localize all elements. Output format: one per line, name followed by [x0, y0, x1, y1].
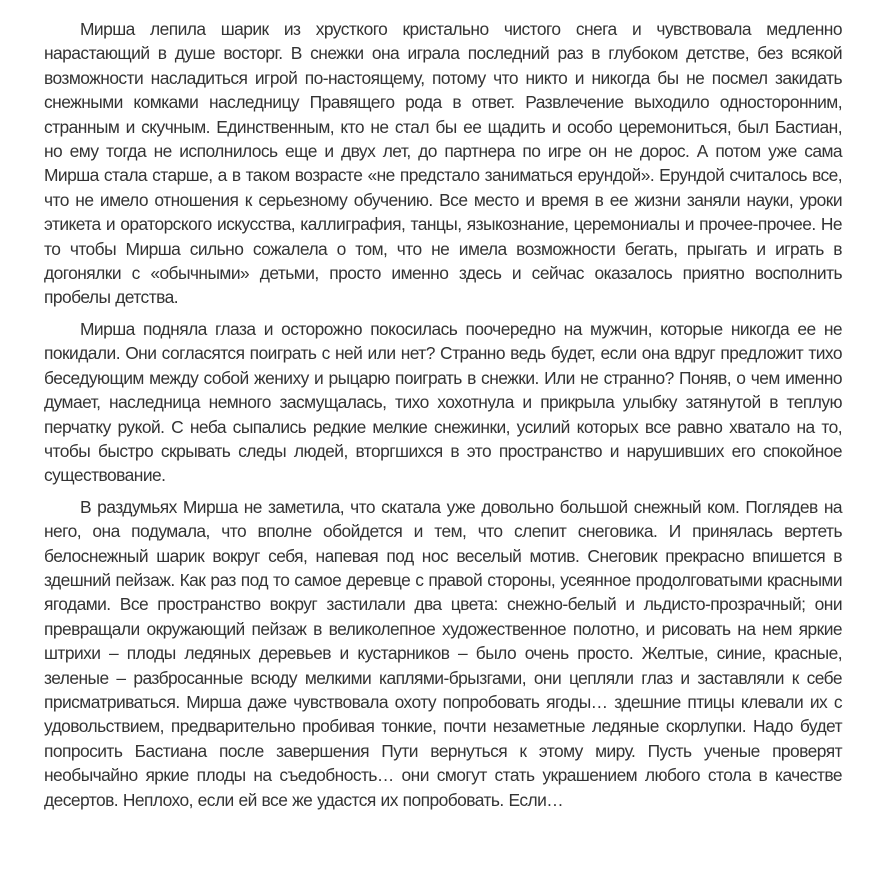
paragraph-1: Мирша лепила шарик из хрусткого кристально чистого снега и чувствовала медленно нарастающий в душе восторг. В снежки она играла последний раз в глубоком детстве, без всякой возможности насладиться игрой по-настоящему, потому что никто и никогда бы не посмел закидать снежными комками наследницу Правящего рода в ответ. Развлечение выходило односторонним, странным и скучным. Единственным, кто не стал бы ее щадить и особо церемониться, был Бастиан, но ему тогда не исполнилось еще и двух лет, до партнера по игре он не дорос. А потом уже сама Мирша стала старше, а в таком возрасте «не предстало заниматься ерундой». Ерундой считалось все, что не имело отношения к серьезному обучению. Все место и время в ее жизни заняли науки, уроки этикета и ораторского искусства, каллиграфия, танцы, языкознание, церемониалы и прочее-прочее. Не то чтобы Мирша сильно сожалела о том, что не имела возможности бегать, прыгать и играть в догонялки с «обычными» детьми, просто именно здесь и сейчас оказалось приятно восполнить пробелы детства. — [44, 19, 842, 308]
paragraph-3: В раздумьях Мирша не заметила, что скатала уже довольно большой снежный ком. Поглядев на него, она подумала, что вполне обойдется и тем, что слепит снеговика. И принялась вертеть белоснежный шарик вокруг себя, напевая под нос веселый мотив. Снеговик прекрасно впишется в здешний пейзаж. Как раз под то самое деревце с правой стороны, усеянное продолговатыми красными ягодами. Все пространство вокруг застилали два цвета: снежно-белый и льдисто-прозрачный; они превращали окружающий пейзаж в великолепное художественное полотно, и рисовать на нем яркие штрихи – плоды ледяных деревьев и кустарников – было очень просто. Желтые, синие, красные, зеленые – разбросанные всюду мелкими каплями-брызгами, они цепляли глаз и заставляли к себе присматриваться. Мирша даже чувствовала охоту попробовать ягоды… здешние птицы клевали их с удовольствием, предварительно пробивая тонкие, почти незаметные ледяные скорлупки. Надо будет попросить Бастиана после завершения Пути вернуться к этому миру. Пусть ученые проверят необычайно яркие плоды на съедобность… они смогут стать украшением любого стола в качестве десертов. Неплохо, если ей все же удастся их попробовать. Если… — [44, 496, 842, 810]
paragraph-2: Мирша подняла глаза и осторожно покосилась поочередно на мужчин, которые никогда ее не покидали. Они согласятся поиграть с ней или нет? Странно ведь будет, если она вдруг предложит тихо беседующим между собой жениху и рыцарю поиграть в снежки. Или не странно? Поняв, о чем именно думает, наследница немного засмущалась, тихо хохотнула и прикрыла улыбку затянутой в теплую перчатку рукой. С неба сыпались редкие мелкие снежинки, усилий которых все равно хватало на то, чтобы быстро скрывать следы людей, вторгшихся в это пространство и нарушивших его спокойное существование. — [44, 318, 842, 486]
